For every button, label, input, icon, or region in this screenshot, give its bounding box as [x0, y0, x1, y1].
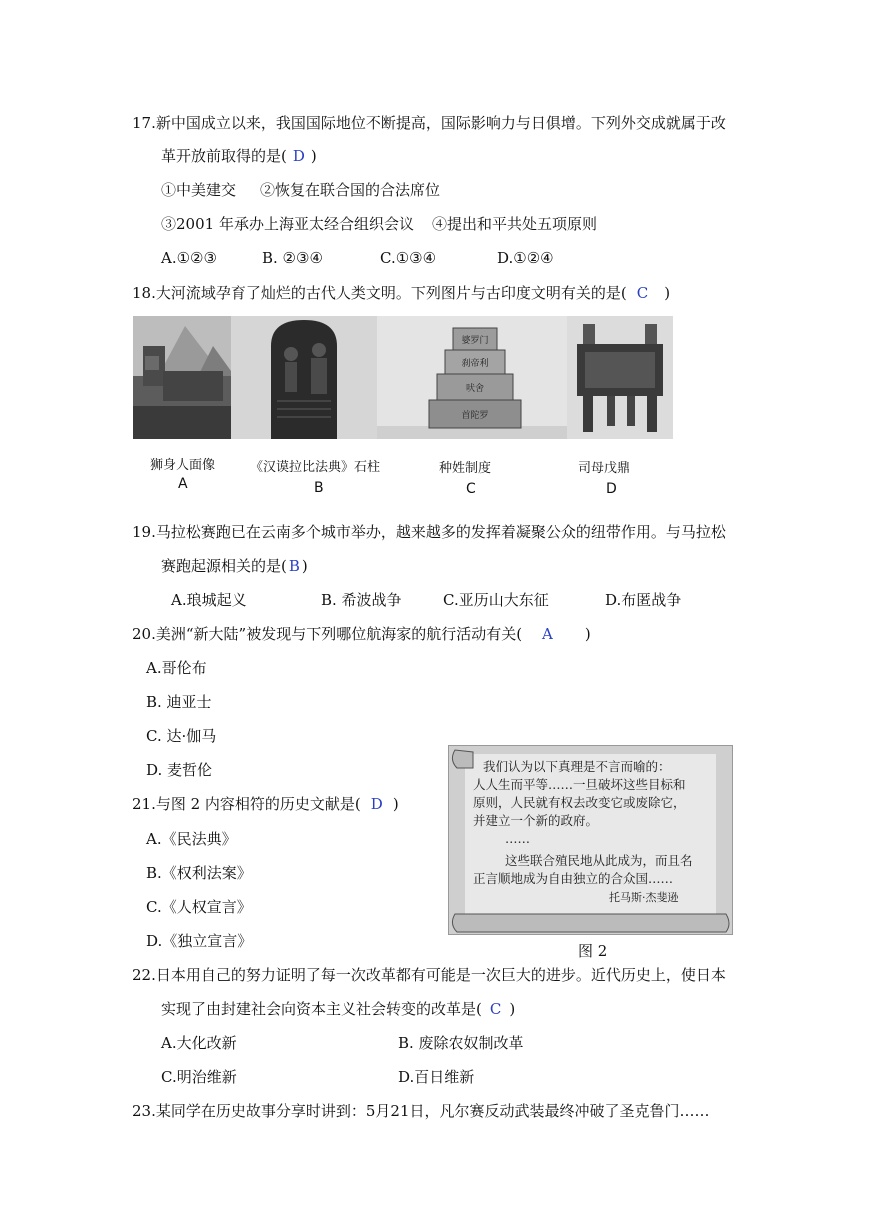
- q22-option-b: B. 废除农奴制改革: [398, 1034, 524, 1052]
- q22-stem-line1: 22.日本用自己的努力证明了每一次改革都有可能是一次巨大的进步。近代历史上，使日本: [132, 966, 726, 984]
- q17-option-b: B. ②③④: [262, 249, 323, 267]
- q17-option-a: A.①②③: [161, 249, 217, 267]
- q19-option-a: A.琅城起义: [171, 591, 247, 609]
- figure-2-caption: 图 2: [578, 942, 608, 960]
- q19-option-c: C.亚历山大东征: [443, 591, 549, 609]
- q19-stem-line2: [161, 556, 308, 576]
- scroll-line-7: 正言顺地成为自由独立的合众国……: [473, 871, 674, 886]
- hammurabi-stele-image: [231, 316, 377, 439]
- q22-option-a: A.大化改新: [161, 1034, 237, 1052]
- q19-stem-line1: 19.马拉松赛跑已在云南多个城市举办，越来越多的发挥着凝聚公众的纽带作用。与马拉松: [132, 523, 726, 541]
- pyramid-level-2: 刹帝利: [461, 359, 489, 369]
- scroll-line-1: 我们认为以下真理是不言而喻的：: [483, 759, 671, 774]
- scroll-line-2: 人人生而平等……一旦破坏这些目标和: [473, 777, 686, 792]
- scroll-line-5: ……: [505, 831, 530, 846]
- q21-stem-text: 21.与图 2 内容相符的历史文献是(: [132, 795, 361, 813]
- q21-close: ): [392, 795, 399, 813]
- scroll-line-6: 这些联合殖民地从此成为，而且名: [505, 853, 693, 868]
- simuwu-ding-image: [567, 316, 673, 439]
- q20-stem-text: 20.美洲“新大陆”被发现与下列哪位航海家的航行活动有关(: [132, 625, 523, 643]
- q18-close: ): [664, 284, 671, 302]
- q21-answer: D: [370, 795, 383, 813]
- q22-option-c: C.明治维新: [161, 1068, 237, 1086]
- q17-answer: D: [292, 147, 305, 165]
- q18-answer: C: [636, 284, 649, 302]
- declaration-scroll-figure: [448, 745, 733, 935]
- q21-option-b: B.《权利法案》: [146, 864, 252, 882]
- caption-b: 《汉谟拉比法典》石柱: [250, 460, 381, 475]
- q20-close: ): [584, 625, 591, 643]
- q17-stem-line2: [161, 146, 317, 166]
- pyramid-level-4: 首陀罗: [461, 411, 489, 421]
- q17-item2: ②恢复在联合国的合法席位: [260, 181, 441, 199]
- q23-stem: 23.某同学在历史故事分享时讲到：5月21日，凡尔赛反动武装最终冲破了圣克鲁门……: [132, 1102, 710, 1120]
- q21-stem: [132, 794, 399, 814]
- q18-stem: [132, 283, 670, 303]
- q20-answer: A: [542, 625, 553, 643]
- q21-option-d: D.《独立宣言》: [146, 932, 253, 950]
- sphinx-image: [133, 316, 231, 439]
- caption-c: 种姓制度: [439, 461, 492, 476]
- q17-item3: ③2001 年承办上海亚太经合组织会议: [161, 215, 414, 233]
- q17-item4: ④提出和平共处五项原则: [432, 215, 598, 233]
- q22-close: ): [509, 1000, 516, 1018]
- q17-option-c: C.①③④: [380, 249, 437, 267]
- scroll-signature: 托马斯·杰斐逊: [609, 891, 679, 904]
- q19-option-b: B. 希波战争: [321, 591, 402, 609]
- q22-answer: C: [489, 1000, 502, 1018]
- q18-stem-text: 18.大河流域孕育了灿烂的古代人类文明。下列图片与古印度文明有关的是(: [132, 284, 627, 302]
- letter-a: A: [178, 476, 188, 492]
- letter-d: D: [606, 481, 617, 497]
- q19-close: ): [301, 557, 308, 575]
- q20-stem: [132, 624, 591, 644]
- q20-option-c: C. 达·伽马: [146, 727, 217, 745]
- q20-option-d: D. 麦哲伦: [146, 761, 213, 779]
- q19-answer: B: [288, 557, 300, 575]
- pyramid-level-3: 吠舍: [465, 384, 485, 394]
- pyramid-level-1: 婆罗门: [461, 336, 489, 346]
- caption-a: 狮身人面像: [150, 458, 216, 473]
- q19-option-d: D.布匿战争: [605, 591, 682, 609]
- q20-option-b: B. 迪亚士: [146, 693, 212, 711]
- q17-stem-line1: 17.新中国成立以来，我国国际地位不断提高，国际影响力与日俱增。下列外交成就属于改: [132, 114, 726, 132]
- caption-d: 司母戊鼎: [578, 461, 631, 476]
- letter-b: B: [314, 480, 324, 496]
- q21-option-c: C.《人权宣言》: [146, 898, 252, 916]
- q19-stem-text: 赛跑起源相关的是(: [161, 557, 287, 575]
- q21-option-a: A.《民法典》: [146, 830, 237, 848]
- q17-item1: ①中美建交: [161, 181, 237, 199]
- q17-close: ): [310, 147, 317, 165]
- q17-stem-text: 革开放前取得的是(: [161, 147, 287, 165]
- scroll-line-3: 原则，人民就有权去改变它或废除它，: [473, 795, 686, 810]
- q22-option-d: D.百日维新: [398, 1068, 475, 1086]
- q22-stem-text: 实现了由封建社会向资本主义社会转变的改革是(: [161, 1000, 482, 1018]
- q17-option-d: D.①②④: [497, 249, 554, 267]
- letter-c: C: [466, 481, 476, 497]
- caste-pyramid-image: [377, 316, 567, 439]
- q22-stem-line2: [161, 999, 515, 1019]
- scroll-line-4: 并建立一个新的政府。: [473, 813, 599, 828]
- q20-option-a: A.哥伦布: [146, 659, 207, 677]
